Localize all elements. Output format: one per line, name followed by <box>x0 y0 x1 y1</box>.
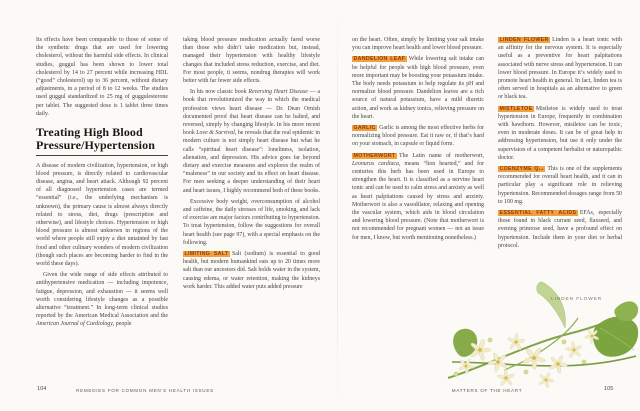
illustration-caption: LINDEN FLOWER <box>551 297 603 302</box>
section-label-mistletoe: MISTLETOE <box>499 105 533 112</box>
linden-flower-illustration <box>446 264 640 396</box>
section-text-linden-flower: Linden is a heart tonic with an affinity for the nervous system. It is especially useful as a preventive for heart palpitations associated with nerve stress and hypertension. It can lower blood pressure. In Europe it’s widely used to promote heart health in general. In fact, linden tea is often served in hospitals as an alternative to green or black tea. <box>498 37 622 101</box>
section-text-motherwort: The Latin name of motherwort, Leonurus cardiaca, means “lion hearted,” and for centuries this herb has been used in Europe to strengthen the heart. It is classified as a nervine heart tonic and can be used to calm stress and anxiety as well as heart palpitations caused by stress and anxiety. Motherwort is also a vasodilator, relaxing and opening the vascular system, which aids in blood circulation and lowering blood pressure. (Note that motherwort is not recommended for pregnant women — not an issue for men, I know, but worth mentioning nonetheless.) <box>352 152 484 241</box>
section-label-garlic: GARLIC <box>353 125 376 132</box>
body-paragraph-disease: A disease of modern civilization, hypertension, or high blood pressure, is directly related to cardiovascular disease, angina, and heart attack. Although 92 percent of all diagnosed hypertension cases are termed “essential” (i.e., the underlying mechanism is unknown), the primary cause is almost always directly related to stress, diet, drugs (prescription and otherwise), and lifestyle choices. Hypertension or high blood pressure is almost unknown in regions of the world where people still enjoy a diet untainted by fast food and other culinary wonders of modern civilization (though such places are becoming harder to find in the world these days). <box>36 162 168 267</box>
page-gutter-divider <box>337 0 338 411</box>
body-paragraph-guggul: Its effects have been comparable to those of some of the synthetic drugs that are used for lowering cholesterol, without the harmful side effects. In clinical studies, guggul has been shown to lower total cholesterol by 14 to 27 percent while increasing HDL (“good” cholesterol) up to 36 percent, without dietary adjustments, in a period of 8 to 12 weeks. The studies used guggul standardized to 25 mg of guggulesterone per tablet. The suggested dose is 1 tablet three times daily. <box>36 37 168 117</box>
section-mistletoe <box>498 105 622 162</box>
running-head-left: REMEDIES FOR COMMON MEN’S HEALTH ISSUES <box>76 387 214 393</box>
section-label-coenzyme-q10: COENZYME Q₁₀ <box>499 166 544 173</box>
body-paragraph-side-effects: Given the wide range of side effects attributed to antihypertensive medication — including impotence, fatigue, depression, and exhaustion — it seems well worth considering lifestyle changes as a possible alternative “treatment.” In long-term clinical studies reported by the American Medical Association and the American Journal of Cardiology, people <box>36 272 168 328</box>
section-label-essential-fatty-acids: ESSENTIAL FATTY ACIDS <box>499 210 577 217</box>
section-text-dandelion-leaf: While lowering salt intake can be helpful for people with high blood pressure, even more important may be boosting your potassium intake. The body needs potassium to help regulate its pH and normalize blood pressure. Dandelion leaves are a rich source of natural potassium, have a mild diuretic action, and work as kidney tonics, relieving pressure on the heart. <box>352 56 484 120</box>
left-page-column-2 <box>183 36 320 388</box>
section-text-essential-fatty-acids: EFAs, especially those found in black currant seed, flaxseed, and evening primrose seed, have a profound effect on hypertension. Include them in your diet or herbal protocol. <box>498 210 622 249</box>
body-paragraph-ornish: In his now classic book Reversing Heart Disease — a book that revolutionized the way in which the medical profession views heart disease — Dr. Dean Ornish documented proof that heart disease can be halted, and reversed, simply by changing lifestyle. In his more recent book Love & Survival, he reveals that the real epidemic in modern culture is not simply heart disease but what he calls “spiritual heart disease”: loneliness, isolation, alienation, and depression. His advice goes far beyond dietary and exercise measures and explores the realm of “maleness” in our society and its effect on heart disease. For men seeking a deeper understanding of their heart and heart issues, I highly recommend both of these books. <box>183 89 320 194</box>
page-number-right: 105 <box>604 386 614 392</box>
body-paragraph-medication: taking blood pressure medication actually fared worse than those who didn’t take medication but, instead, managed their hypertension with healthy lifestyle changes that included stress reduction, exercise, and diet. For most people, it seems, nondrug therapies will work better with far fewer side effects. <box>183 37 320 85</box>
section-coenzyme-q10 <box>498 165 622 206</box>
section-label-linden-flower: LINDEN FLOWER <box>499 37 549 43</box>
page-number-left: 104 <box>37 386 47 392</box>
section-heading-treating-high-blood-pressure: Treating High Blood Pressure/Hypertension <box>36 125 155 153</box>
section-motherwort <box>352 152 484 242</box>
left-page-column-1 <box>36 36 168 388</box>
section-label-limiting-salt: LIMITING SALT <box>184 251 229 258</box>
section-dandelion-leaf <box>352 55 484 121</box>
section-limiting-salt <box>183 250 320 291</box>
section-essential-fatty-acids <box>498 209 622 250</box>
section-garlic <box>352 124 484 149</box>
heading-rule <box>36 155 168 156</box>
section-text-limiting-salt: Salt (sodium) is essential to good health, but modern humankind eats up to 20 times more salt than our ancestors did. Salt holds water in the system, causing edema, or water retention, making the kidneys work harder. This added water puts added pressure <box>183 251 320 290</box>
body-paragraph-factors: Excessive body weight, overconsumption of alcohol and caffeine, the daily stresses of life, smoking, and lack of exercise are major factors contributing to hypertension. To treat hypertension, follow the suggestions for overall heart health (see page 97), with a special emphasis on the following. <box>183 198 320 246</box>
section-text-mistletoe: Mistletoe is widely used to treat hypertension in Europe, frequently in combination with hawthorn. However, mistletoe can be toxic, even in moderate doses. It can be of great help in addressing hypertension, but use it only under the supervision of a competent herbalist or naturopathic doctor. <box>498 105 622 161</box>
section-linden-flower <box>498 36 622 102</box>
running-head-right: MATTERS OF THE HEART <box>451 387 523 393</box>
section-label-motherwort: MOTHERWORT <box>353 152 396 159</box>
section-text-garlic: Garlic is among the most effective herbs for normalizing blood pressure. Eat it raw or, if that’s hard on your stomach, in capsule or liquid form. <box>352 125 484 148</box>
section-label-dandelion-leaf: DANDELION LEAF <box>353 56 406 63</box>
body-paragraph-salt-continued: on the heart. Often, simply by limiting your salt intake you can improve heart health and lower blood pressure. <box>352 37 484 52</box>
section-text-coenzyme-q10: This is one of the supplements recommended for overall heart health, and it can in particular play a significant role in relieving hypertension. Recommended dosages range from 50 to 100 mg. <box>498 166 622 205</box>
